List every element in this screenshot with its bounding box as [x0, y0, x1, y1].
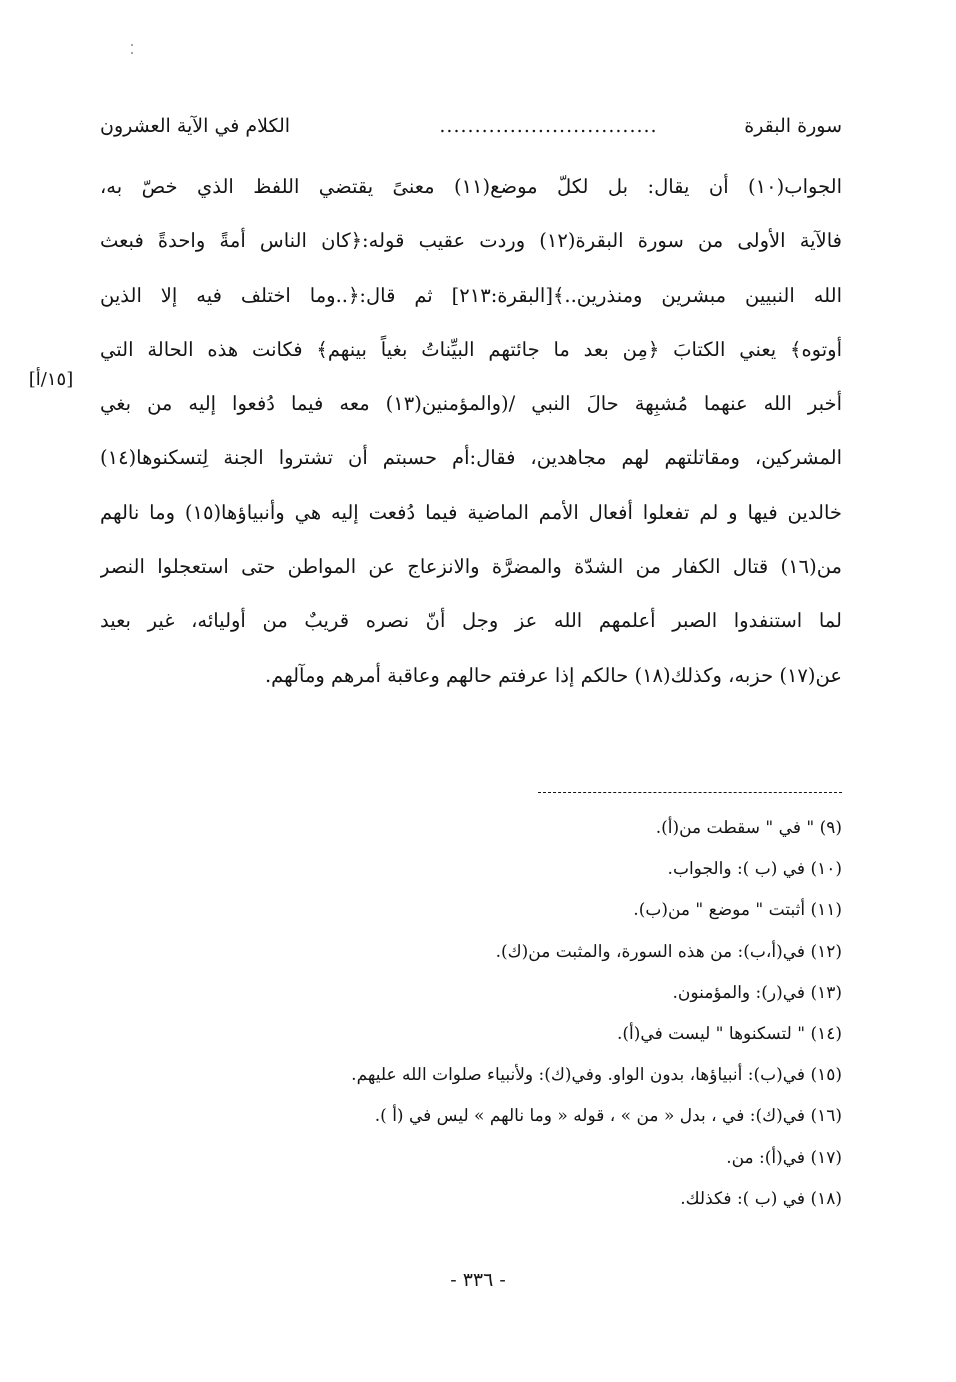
footnote-item: (١٣) في(ر): والمؤمنون. [672, 982, 842, 1003]
scan-speck [131, 44, 133, 46]
footnote-item: (١٥) في(ب): أنبياؤها، بدون الواو. وفي(ك): ولأنبياء صلوات الله عليهم. [351, 1065, 842, 1086]
body-line: لما استنفدوا الصبر أعلمهم الله عز وجل أنّ نصره قريبٌ من أوليائه، غير بعيد [100, 609, 842, 633]
footnote-item: (١١) أثبتت " موضع " من(ب). [633, 900, 842, 921]
body-line: أوتوه﴾ يعني الكتابَ ﴿مِن بعد ما جائتهم البيِّناتُ بغياً بينهم﴾ فكانت هذه الحالة التي [100, 337, 842, 361]
running-header [100, 108, 842, 144]
body-line: المشركين، ومقاتلتهم لهم مجاهدين، فقال:أم حسبتم أن تشتروا الجنة لِتسكنوها(١٤) [100, 446, 842, 470]
footnote-item: (١٦) في(ك): في ، بدل « من » ، قوله « وما نالهم » ليس في (أ ). [374, 1106, 842, 1127]
body-line: فالآية الأولى من سورة البقرة(١٢) وردت عقيب قوله:﴿كان الناس أمةً واحدةً فبعث [100, 229, 842, 253]
header-surah-title: سورة البقرة [744, 115, 842, 137]
body-line: الله النبيين مبشرين ومنذرين..﴾[البقرة:٢١٣] ثم قال:﴿..وما اختلف فيه إلا الذين [100, 283, 842, 307]
body-line: أخبر الله عنهما مُشبِهة حالَ النبي /(والمؤمنين(١٣) معه فيما دُفعوا إليه من بغي [100, 392, 842, 416]
body-line: من(١٦) قتال الكفار من الشدّة والمضرَّة والانزعاج عن المواطن حتى استعجلوا النصر [100, 555, 842, 579]
header-dot-leader: ............................... [439, 115, 658, 137]
header-topic-title: الكلام في الآية العشرون [100, 115, 291, 137]
page-number: - ٣٣٦ - [450, 1269, 506, 1291]
manuscript-folio-marker: [١٥/أ] [28, 369, 74, 390]
footnote-item: (١٤) " لتسكنوها " ليست في(أ). [617, 1023, 842, 1044]
footnote-item: (٩) " في " سقطت من(أ). [655, 818, 842, 838]
footnote-separator [538, 792, 842, 793]
footnote-item: (١٢) في(أ،ب): من هذه السورة، والمثبت من(ك). [495, 941, 842, 962]
footnotes-list [130, 808, 842, 1220]
scan-speck [131, 52, 133, 54]
main-text [100, 160, 842, 703]
body-line: عن(١٧) حزبه، وكذلك(١٨) حالكم إذا عرفتم حالهم وعاقبة أمرهم ومآلهم. [264, 663, 842, 687]
body-line: خالدين فيها و لم تفعلوا أفعال الأمم الماضية فيما دُفعت إليه هي وأنبياؤها(١٥) وما نالهم [100, 500, 842, 524]
body-line: الجواب(١٠) أن يقال: بل لكلّ موضع(١١) معنىً يقتضي اللفظ الذي خصّ به، [100, 175, 842, 198]
footnote-item: (١٧) في(أ): من. [726, 1147, 842, 1168]
footnote-item: (١٨) في (ب ): فكذلك. [680, 1188, 842, 1209]
footnote-item: (١٠) في (ب ): والجواب. [667, 859, 842, 880]
